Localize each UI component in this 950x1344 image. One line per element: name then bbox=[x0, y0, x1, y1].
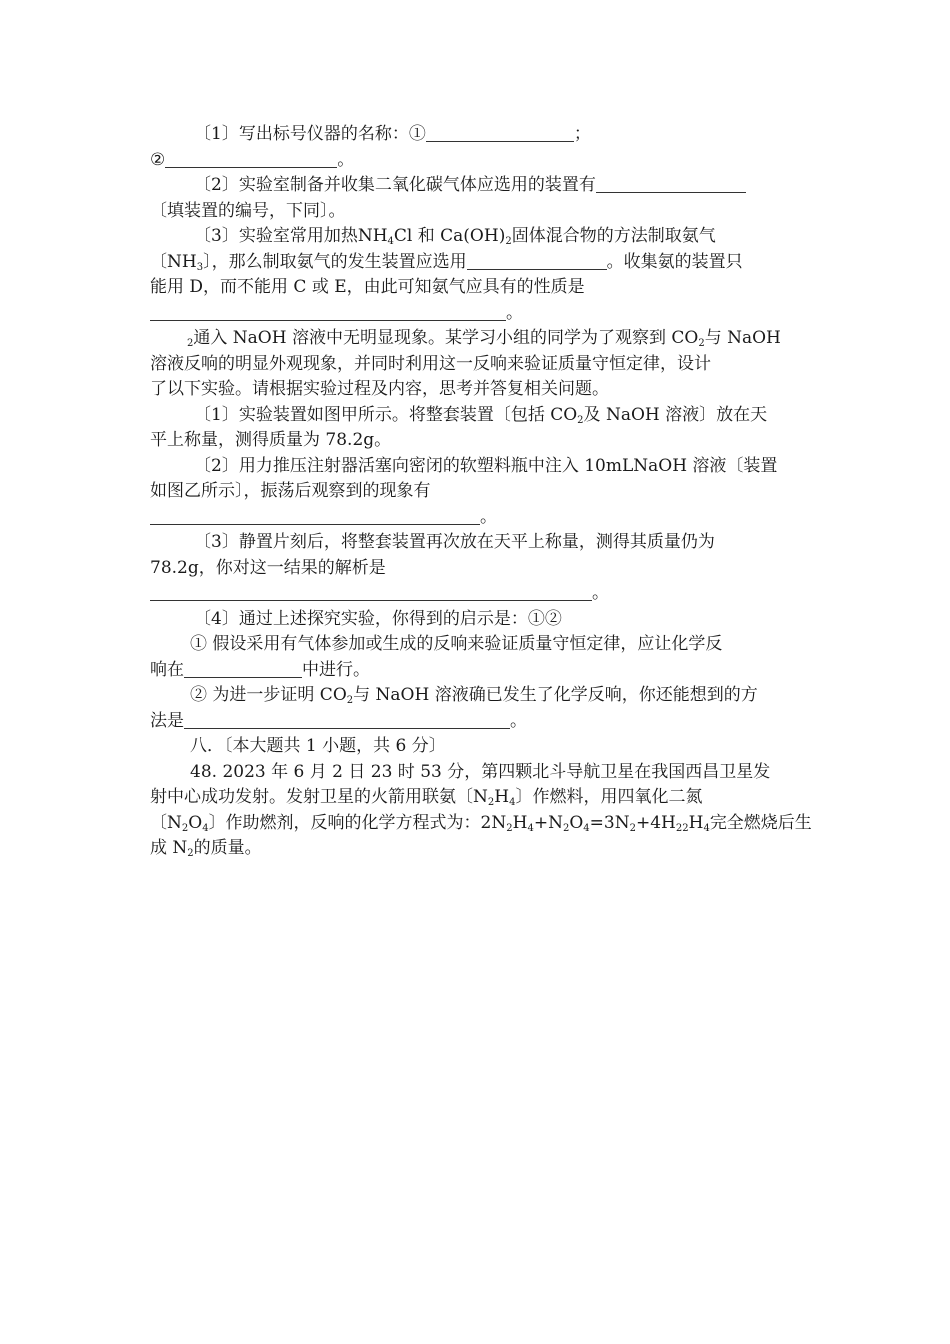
q48-line2: 射中心成功发射。发射卫星的火箭用联氨〔$N_2H_4$〕作燃料，用四氧化二氮 bbox=[150, 787, 703, 808]
answer-blank[interactable] bbox=[426, 124, 574, 142]
q2-intro-line1: $_2$通入 NaOH 溶液中无明显现象。某学习小组的同学为了观察到 $CO_2$与 NaOH bbox=[187, 328, 781, 349]
q2-s2-line2: 如图乙所示〕，振荡后观察到的现象有 bbox=[150, 481, 431, 501]
q1-s3-line4: 。 bbox=[150, 301, 805, 327]
q1-s1-line2: ② 。 bbox=[150, 149, 355, 170]
q2-s1-line1: 〔1〕实验装置如图甲所示。将整套装置〔包括 $CO_2$及 NaOH 溶液〕放在天 bbox=[194, 404, 768, 426]
answer-blank[interactable] bbox=[467, 252, 607, 270]
answer-blank[interactable] bbox=[165, 150, 337, 168]
q48-line1: 48. 2023 年 6 月 2 日 23 时 53 分，第四颗北斗导航卫星在我国西昌卫星发 bbox=[190, 761, 771, 782]
q2-s2-line3: 。 bbox=[150, 505, 805, 531]
q1-s2-line2: 〔填装置的编号，下同〕。 bbox=[150, 200, 346, 221]
q2-s4-ii-line1: ② 为进一步证明 $CO_2$与 NaOH 溶液确已发生了化学反响，你还能想到的方 bbox=[190, 685, 758, 706]
q1-s3-line1: 〔3〕实验室常用加热$NH_4Cl$ 和 $Ca(OH)_2$固体混合物的方法制取氨气 bbox=[194, 226, 716, 247]
q2-s4-i-line1: ① 假设采用有气体参加或生成的反响来验证质量守恒定律，应让化学反 bbox=[190, 634, 723, 654]
document-page bbox=[150, 122, 812, 862]
section-8-heading: 八．〔本大题共 1 小题，共 6 分〕 bbox=[190, 736, 446, 756]
q48-line3: 〔$N_2O_4$〕作助燃剂，反响的化学方程式为：$2N_2H_4+N_2O_4=3N_2+4H_{22}H_4$完全燃烧后生 bbox=[150, 812, 812, 834]
answer-blank[interactable] bbox=[184, 660, 302, 678]
answer-blank[interactable] bbox=[596, 175, 746, 193]
answer-blank[interactable] bbox=[150, 303, 506, 321]
q2-s4-i-line2: 响在 中进行。 bbox=[150, 659, 370, 680]
q1-s2-line1: 〔2〕实验室制备并收集二氧化碳气体应选用的装置有 bbox=[150, 173, 805, 199]
q1-s3-line2: 〔$NH_3$〕，那么制取氨气的发生装置应选用 。收集氨的装置只 bbox=[150, 251, 743, 273]
q2-s3-line1: 〔3〕静置片刻后，将整套装置再次放在天平上称量，测得其质量仍为 bbox=[194, 532, 715, 552]
q2-intro-line2: 溶液反响的明显外观现象，并同时利用这一反响来验证质量守恒定律，设计 bbox=[150, 353, 711, 374]
answer-blank[interactable] bbox=[184, 711, 510, 729]
q2-s4-line1: 〔4〕通过上述探究实验，你得到的启示是：①② bbox=[194, 608, 562, 629]
q2-s3-line3: 。 bbox=[150, 581, 805, 607]
answer-blank[interactable] bbox=[150, 583, 592, 601]
q2-intro-line3: 了以下实验。请根据实验过程及内容，思考并答复相关问题。 bbox=[150, 379, 609, 399]
answer-blank[interactable] bbox=[150, 507, 480, 525]
q1-s3-line3: 能用 D，而不能用 C 或 E，由此可知氨气应具有的性质是 bbox=[150, 277, 585, 297]
q2-s3-line2: 78.2g，你对这一结果的解析是 bbox=[150, 557, 386, 578]
q2-s2-line1: 〔2〕用力推压注射器活塞向密闭的软塑料瓶中注入 10mLNaOH 溶液〔装置 bbox=[194, 455, 778, 476]
q48-line4: 成 $N_2$的质量。 bbox=[150, 838, 262, 859]
q2-s1-line2: 平上称量，测得质量为 78.2g。 bbox=[150, 430, 392, 450]
q2-s4-ii-line2: 法是 。 bbox=[150, 710, 527, 731]
q1-s1-line1: 〔1〕写出标号仪器的名称：① ； bbox=[194, 124, 591, 144]
